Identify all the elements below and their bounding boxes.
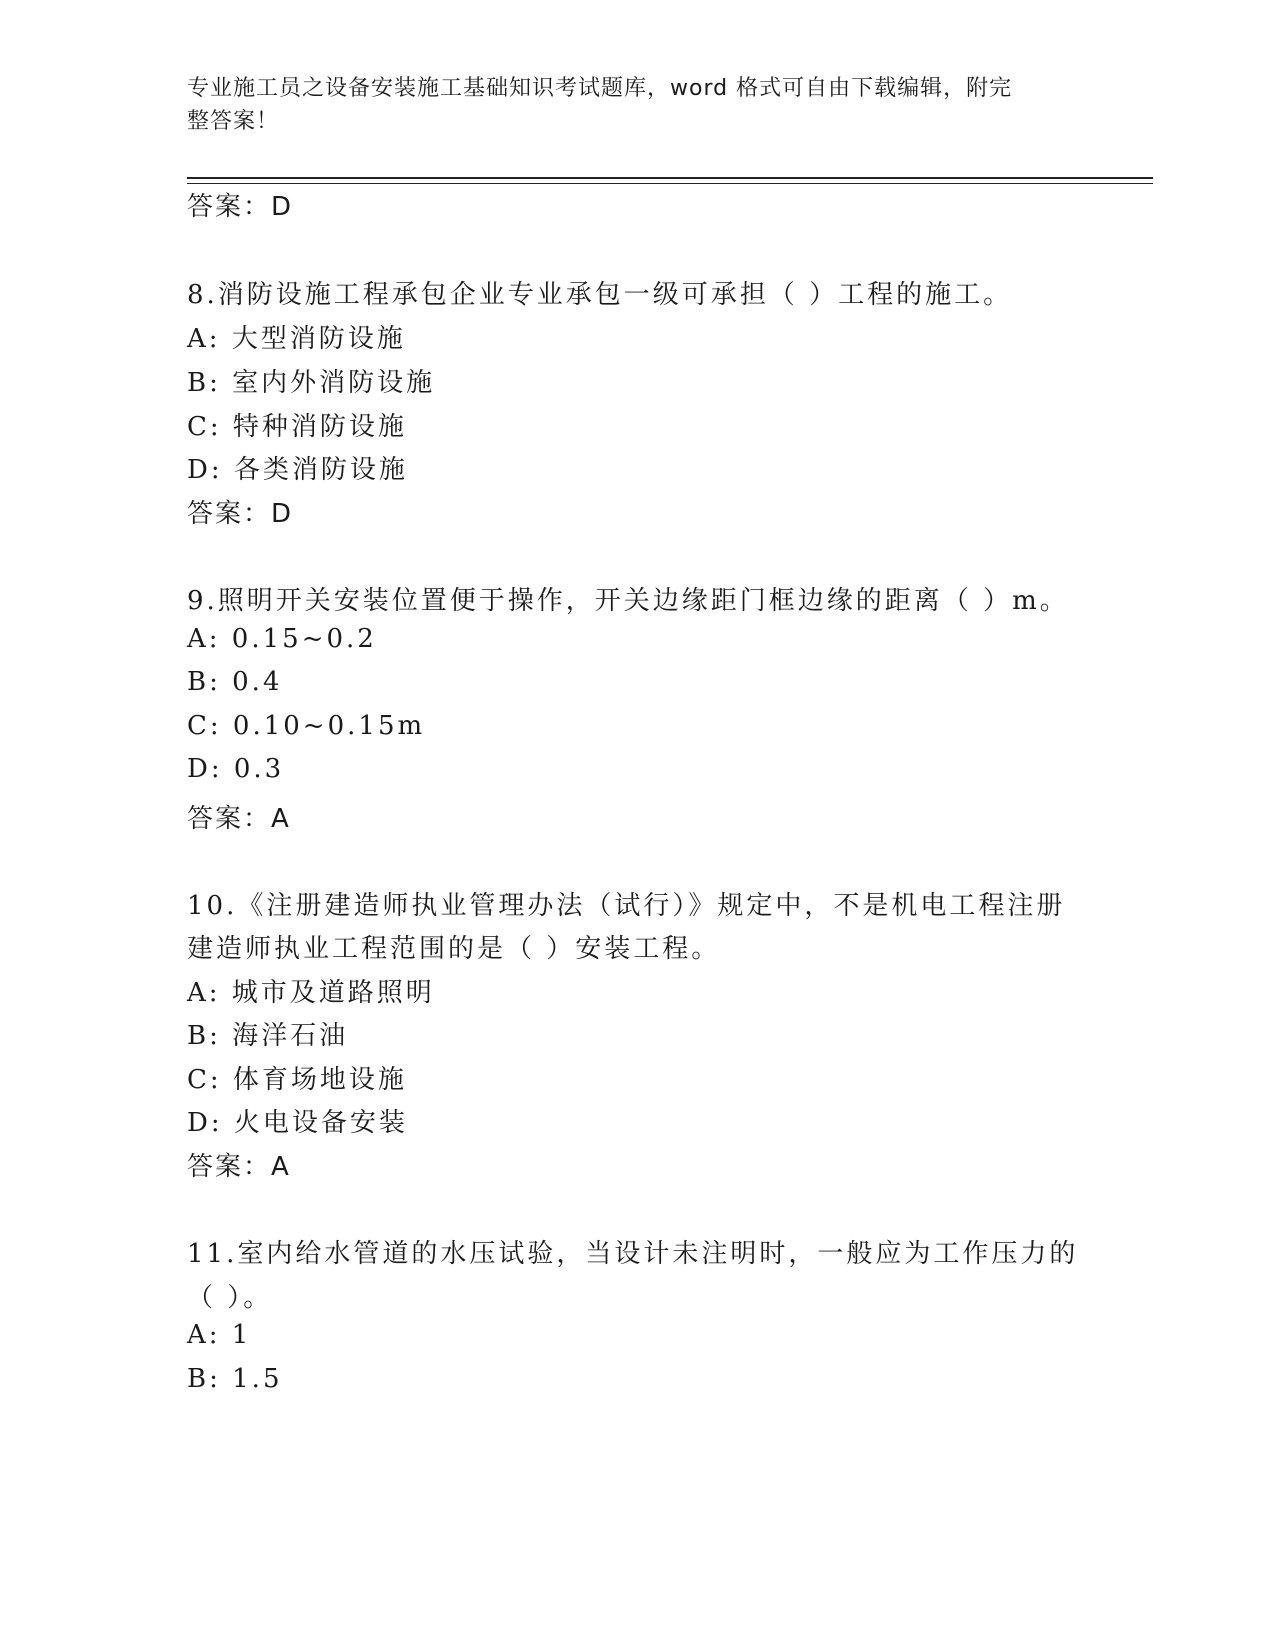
question-10-option-b: B: 海洋石油 <box>187 1021 349 1051</box>
question-9-text: 9.照明开关安装位置便于操作，开关边缘距门框边缘的距离（ ）m。 <box>187 586 1069 616</box>
question-10-option-c: C: 体育场地设施 <box>187 1065 407 1095</box>
question-8-option-d: D: 各类消防设施 <box>187 455 408 485</box>
question-9-option-a: A: 0.15~0.2 <box>187 624 377 654</box>
question-9-option-d: D: 0.3 <box>187 754 285 784</box>
question-8-option-a: A: 大型消防设施 <box>187 324 406 354</box>
question-11-text-line-2: （ ）。 <box>187 1283 273 1313</box>
header-divider-thick <box>187 177 1153 179</box>
header-line-1: 专业施工员之设备安装施工基础知识考试题库，word 格式可自由下载编辑，附完 <box>187 76 1013 101</box>
question-11-option-b: B: 1.5 <box>187 1364 283 1394</box>
question-8-text: 8.消防设施工程承包企业专业承包一级可承担（ ）工程的施工。 <box>187 280 1013 310</box>
question-11-text-line-1: 11.室内给水管道的水压试验，当设计未注明时，一般应为工作压力的 <box>187 1239 1079 1269</box>
question-8-option-b: B: 室内外消防设施 <box>187 368 436 398</box>
question-8-answer: 答案：D <box>187 499 294 529</box>
question-10-text-line-1: 10.《注册建造师执业管理办法（试行）》规定中，不是机电工程注册 <box>187 891 1066 921</box>
question-8-option-c: C: 特种消防设施 <box>187 412 407 442</box>
question-9-option-c: C: 0.10~0.15m <box>187 711 426 741</box>
question-10-text-line-2: 建造师执业工程范围的是（ ）安装工程。 <box>187 934 721 964</box>
question-10-option-a: A: 城市及道路照明 <box>187 978 435 1008</box>
document-header <box>187 72 1067 138</box>
question-9-option-b: B: 0.4 <box>187 667 283 697</box>
question-9-answer: 答案：A <box>187 804 291 834</box>
header-line-2: 整答案！ <box>187 109 280 134</box>
question-11-option-a: A: 1 <box>187 1320 252 1350</box>
question-10-option-d: D: 火电设备安装 <box>187 1108 408 1138</box>
header-divider-thin <box>187 183 1153 184</box>
answer-previous: 答案：D <box>187 192 294 222</box>
question-10-answer: 答案：A <box>187 1152 291 1182</box>
